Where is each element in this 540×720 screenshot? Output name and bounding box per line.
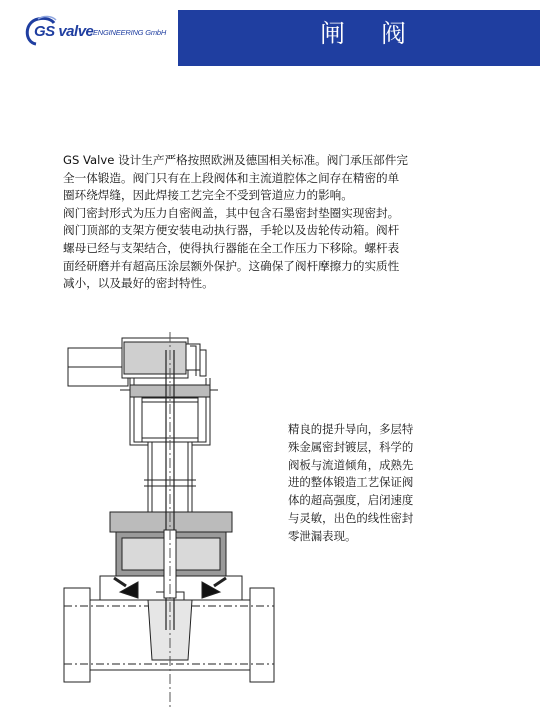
description-text bbox=[63, 152, 483, 293]
description-line: 阀门顶部的支架方便安装电动执行器，手轮以及齿轮传动箱。阀杆 bbox=[63, 223, 400, 238]
description-line: 圈环绕焊缝，因此焊接工艺完全不受到管道应力的影响。 bbox=[63, 188, 353, 203]
description-line: 阀门密封形式为压力自密阀盖，其中包含石墨密封垫圈实现密封。 bbox=[63, 205, 400, 220]
description-line: 全一体锻造。阀门只有在上段阀体和主流道腔体之间存在精密的单 bbox=[63, 170, 400, 185]
feature-caption bbox=[288, 421, 458, 546]
page-title: 闸 阀 bbox=[320, 19, 420, 48]
description-line: 螺母已经与支架结合，使得执行器能在全工作压力下移除。螺杆表 bbox=[63, 240, 400, 255]
caption-line: 体的超高强度，启闭速度 bbox=[288, 493, 414, 508]
company-logo bbox=[22, 14, 177, 50]
description-line: 面经研磨并有超高压涂层额外保护。这确保了阀杆摩擦力的实质性 bbox=[63, 258, 400, 273]
description-line: GS Valve 设计生产严格按照欧洲及德国相关标准。阀门承压部件完 bbox=[63, 153, 408, 167]
caption-line: 精良的提升导向，多层特 bbox=[288, 422, 414, 436]
logo-brand: GS valve bbox=[34, 23, 94, 40]
caption-line: 进的整体锻造工艺保证阀 bbox=[288, 475, 414, 490]
caption-line: 殊金属密封镀层，科学的 bbox=[288, 439, 414, 454]
logo-subtitle: ENGINEERING GmbH bbox=[93, 28, 167, 37]
caption-line: 零泄漏表现。 bbox=[288, 528, 357, 543]
caption-line: 阀板与流道倾角，成熟先 bbox=[288, 457, 414, 472]
caption-line: 与灵敏，出色的线性密封 bbox=[288, 510, 414, 525]
description-line: 减小，以及最好的密封特性。 bbox=[63, 276, 214, 291]
gate-valve-drawing bbox=[60, 330, 275, 710]
